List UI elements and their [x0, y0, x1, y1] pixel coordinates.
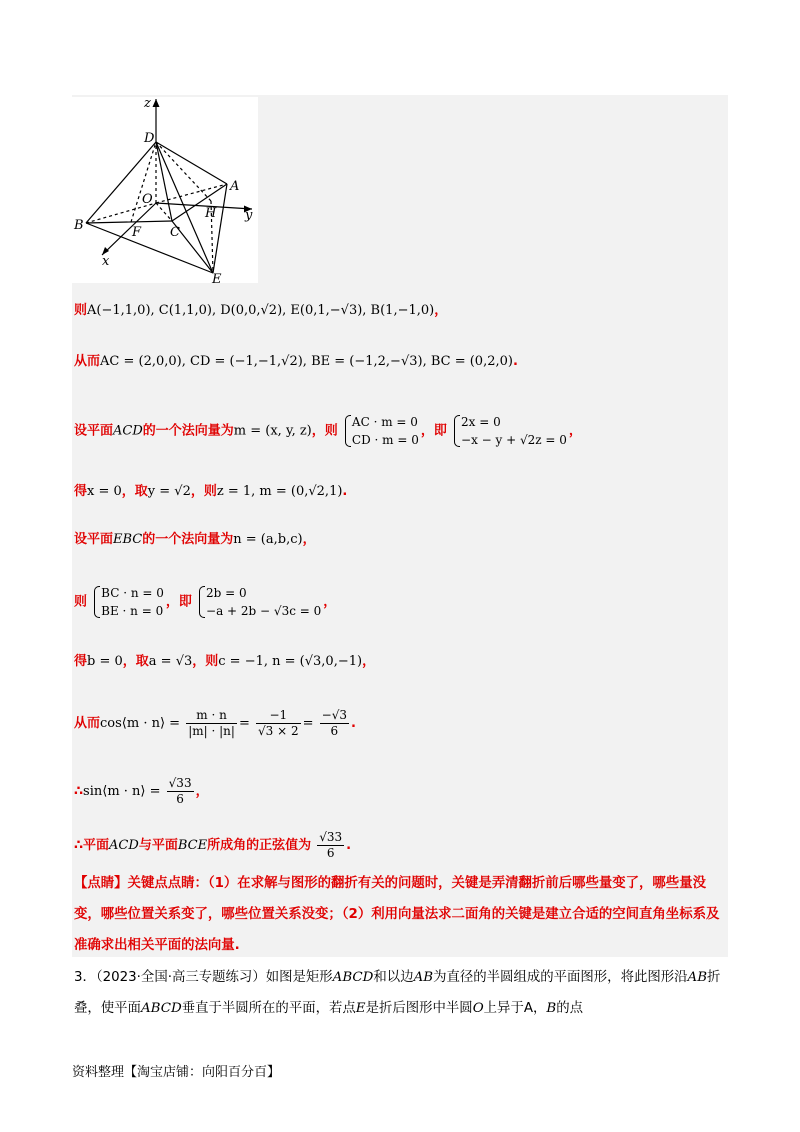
denominator: |m| · |n| [188, 724, 235, 738]
fraction [317, 830, 344, 861]
equation: CD · m = 0 [351, 433, 419, 447]
label-a: A [230, 179, 240, 194]
edge-da [156, 142, 227, 184]
equation-system-4 [198, 584, 321, 620]
text-ze: 则 [74, 303, 88, 318]
math: ABCD [332, 970, 374, 985]
label-e: E [212, 272, 222, 283]
text: 设平面 [74, 532, 114, 547]
z-arrow-icon [153, 99, 160, 107]
text: 折叠，使平面 [74, 970, 721, 1016]
text: ，则 [311, 423, 338, 439]
text-congerr: 从而 [74, 354, 101, 369]
math: a = √3 [148, 654, 193, 669]
text: ，取 [122, 654, 149, 669]
point-coordinates: A(−1,1,0), C(1,1,0), D(0,0,√2), E(0,1,−√3), B(1,−1,0) [87, 303, 435, 318]
math: y = √2 [147, 484, 191, 499]
numerator: −1 [256, 708, 301, 724]
equation: AC · m = 0 [351, 415, 418, 429]
geometry-figure [72, 97, 258, 283]
math: sin⟨m · n⟩ = [83, 784, 161, 799]
math: AB [413, 970, 434, 985]
label-o: O [142, 192, 153, 207]
text: ，即 [165, 594, 192, 610]
equation: BE · n = 0 [101, 604, 164, 618]
denominator: √3 × 2 [257, 724, 299, 738]
text: ，则 [190, 484, 217, 499]
plane-acd: ACD [113, 423, 143, 439]
math: c = −1, n = (√3,0,−1) [218, 654, 363, 669]
vector-m: m = (x, y, z) [233, 423, 312, 439]
solution-line-conclusion [74, 830, 351, 861]
denominator: 6 [176, 792, 184, 806]
math: z = 1, m = (0,√2,1) [216, 484, 343, 499]
label-h: H [205, 206, 217, 221]
punct: . [346, 838, 352, 853]
text: 的点 [556, 1001, 584, 1016]
denominator: 6 [326, 846, 335, 860]
punct: . [350, 716, 356, 731]
punct: . [342, 484, 348, 499]
solution-line-solve-n [74, 652, 375, 672]
solution-line-cos [74, 708, 356, 739]
numerator: −√3 [321, 708, 347, 722]
math: E [355, 1001, 366, 1016]
text: 为直径的半圆组成的平面图形，将此图形沿 [433, 970, 688, 985]
fraction [320, 708, 349, 739]
equation-system-2 [453, 413, 567, 449]
edge-bc [86, 221, 172, 223]
math: B [546, 1001, 557, 1016]
edge-bd [86, 142, 156, 223]
fraction [256, 708, 301, 739]
page-footer: 资料整理【淘宝店铺：向阳百分百】 [72, 1065, 281, 1080]
solution-line-system-n [74, 584, 336, 620]
pyramid-diagram [72, 97, 258, 283]
text: 垂直于半圆所在的平面，若点 [181, 1001, 356, 1016]
math: O [472, 1001, 484, 1016]
key-point-note: 【点睛】关键点点睛：（1）在求解与图形的翻折有关的问题时，关键是弄清翻折前后哪些量变了，哪些量没变，哪些位置关系变了，哪些位置关系没变；（2）利用向量法求二面角的关键是建立合适的空间直角坐标系及准确求出相关平面的法向量. [74, 876, 720, 953]
solution-line-sin [74, 776, 209, 807]
equation: BC · n = 0 [101, 586, 164, 600]
text: ∴平面 [74, 838, 110, 853]
label-d: D [144, 131, 155, 146]
plane-bce: BCE [177, 838, 208, 853]
numerator: √33 [168, 776, 192, 790]
fraction [167, 776, 194, 807]
solution-line-solve-m [74, 482, 347, 502]
y-axis [156, 203, 252, 209]
edge-ae [213, 184, 227, 273]
text: 则 [74, 594, 88, 610]
label-x: x [102, 254, 110, 269]
solution-line-coordinates [74, 301, 447, 321]
text: 设平面 [74, 423, 114, 439]
vector-components: AC = (2,0,0), CD = (−1,−1,√2), BE = (−1,2,−√3), BC = (0,2,0) [100, 354, 513, 369]
punct: ， [434, 303, 448, 318]
text: 与平面 [138, 838, 178, 853]
text: 从而 [74, 716, 101, 731]
punct: ， [362, 654, 376, 669]
text: 和以边 [373, 970, 414, 985]
text: ，即 [420, 423, 447, 439]
problem-3 [74, 962, 734, 1024]
text: ，取 [121, 484, 148, 499]
denominator: 6 [330, 724, 339, 738]
equals: = [238, 716, 250, 731]
equation-system-1 [344, 413, 419, 449]
text: 的一个法向量为 [142, 423, 234, 439]
solution-line-vectors [74, 352, 518, 372]
solution-line-normal-n [74, 530, 316, 550]
vector-n: n = (a,b,c) [233, 532, 303, 547]
label-z: z [144, 97, 151, 111]
equation: −a + 2b − √3c = 0 [206, 604, 322, 618]
equation: −x − y + √2z = 0 [461, 433, 567, 447]
text: 得 [74, 654, 88, 669]
punct: . [512, 354, 518, 369]
therefore: ∴ [74, 784, 84, 799]
text: 上异于A， [483, 1001, 547, 1016]
math: ABCD [140, 1001, 182, 1016]
math: x = 0 [87, 484, 122, 499]
edge-fd [131, 142, 156, 222]
text: ，则 [192, 654, 219, 669]
punct: ， [302, 532, 316, 547]
punct: ， [323, 594, 337, 610]
punct: ， [568, 423, 582, 439]
equation: 2x = 0 [461, 415, 501, 429]
equals: = [302, 716, 314, 731]
numerator: √33 [319, 830, 343, 844]
equation-system-3 [93, 584, 164, 620]
label-b: B [74, 218, 84, 233]
plane-acd: ACD [109, 838, 139, 853]
label-y: y [245, 208, 253, 223]
text: 所成角的正弦值为 [207, 838, 312, 853]
edge-ca [172, 184, 227, 221]
math: cos⟨m · n⟩ = [100, 716, 181, 731]
math: b = 0 [87, 654, 123, 669]
punct: ， [195, 784, 209, 799]
label-f: F [132, 225, 142, 240]
edge-hd [156, 142, 211, 201]
text: 得 [74, 484, 88, 499]
text: 3．（2023·全国·高三专题练习）如图是矩形 [74, 970, 333, 985]
text: 的一个法向量为 [142, 532, 234, 547]
numerator: m · n [186, 708, 237, 724]
equation: 2b = 0 [206, 586, 247, 600]
fraction [186, 708, 237, 739]
math: AB [687, 970, 708, 985]
solution-line-normal-m [74, 413, 582, 449]
edge-dc [156, 142, 172, 221]
text: 是折后图形中半圆 [365, 1001, 473, 1016]
plane-ebc: EBC [113, 532, 143, 547]
label-c: C [170, 225, 180, 240]
